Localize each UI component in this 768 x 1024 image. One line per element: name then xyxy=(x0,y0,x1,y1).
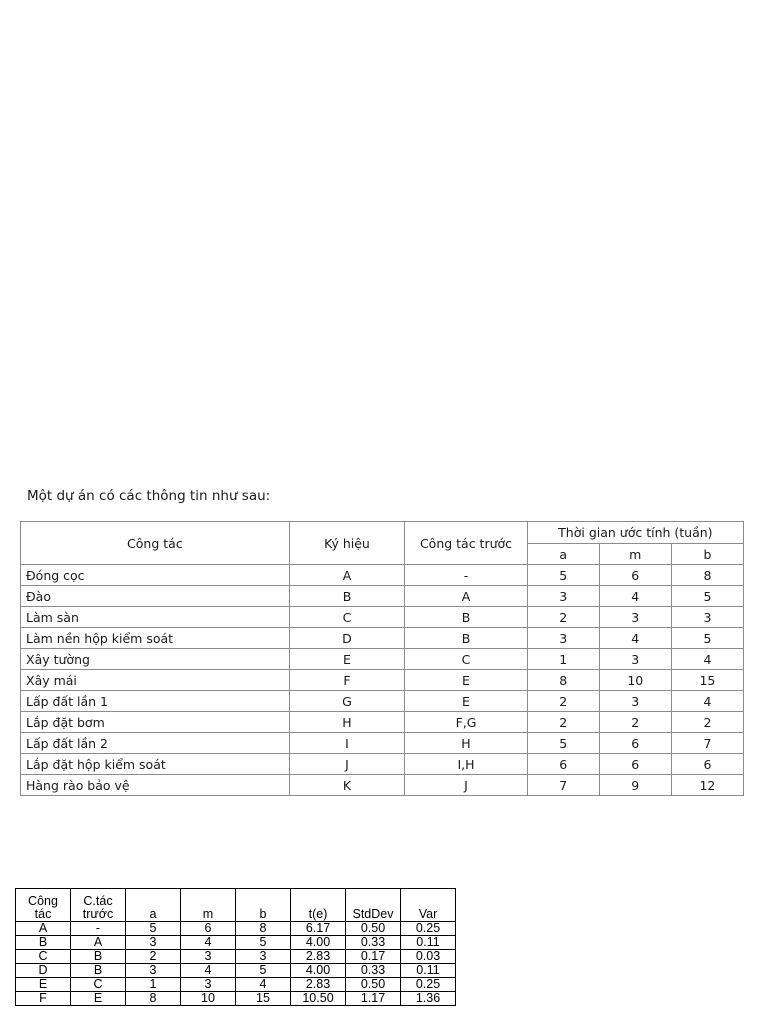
cell-task-name: Làm sàn xyxy=(21,607,290,628)
header-a: a xyxy=(527,544,599,565)
cell-a: 1 xyxy=(527,649,599,670)
cell-symbol: E xyxy=(289,649,405,670)
table-row xyxy=(16,936,456,950)
header-a: a xyxy=(126,889,181,922)
cell-var: 0.11 xyxy=(401,936,456,950)
table-row xyxy=(16,964,456,978)
cell-symbol: K xyxy=(289,775,405,796)
cell-m: 6 xyxy=(181,922,236,936)
cell-predecessor: J xyxy=(405,775,527,796)
cell-task-name: Xây tường xyxy=(21,649,290,670)
cell-stddev: 1.17 xyxy=(346,992,401,1006)
cell-a: 2 xyxy=(527,607,599,628)
cell-a: 7 xyxy=(527,775,599,796)
cell-predecessor: B xyxy=(405,628,527,649)
cell-m: 9 xyxy=(599,775,671,796)
cell-task-name: Lấp đất lần 2 xyxy=(21,733,290,754)
header-b: b xyxy=(671,544,743,565)
cell-a: 5 xyxy=(527,733,599,754)
cell-predecessor: E xyxy=(405,691,527,712)
cell-predecessor: B xyxy=(71,950,126,964)
cell-task: F xyxy=(16,992,71,1006)
cell-b: 7 xyxy=(671,733,743,754)
cell-predecessor: - xyxy=(405,565,527,586)
cell-task: D xyxy=(16,964,71,978)
cell-b: 3 xyxy=(236,950,291,964)
cell-stddev: 0.17 xyxy=(346,950,401,964)
intro-text: Một dự án có các thông tin như sau: xyxy=(27,488,271,504)
table-row xyxy=(21,649,744,670)
cell-te: 2.83 xyxy=(291,950,346,964)
cell-symbol: G xyxy=(289,691,405,712)
cell-b: 15 xyxy=(236,992,291,1006)
cell-te: 4.00 xyxy=(291,936,346,950)
cell-predecessor: C xyxy=(71,978,126,992)
cell-var: 0.03 xyxy=(401,950,456,964)
cell-var: 0.11 xyxy=(401,964,456,978)
table-row xyxy=(21,691,744,712)
pert-calculation-table xyxy=(15,888,456,1006)
cell-b: 8 xyxy=(236,922,291,936)
cell-predecessor: F,G xyxy=(405,712,527,733)
cell-predecessor: - xyxy=(71,922,126,936)
cell-symbol: F xyxy=(289,670,405,691)
header-task-name: Công tác xyxy=(21,522,290,565)
cell-task-name: Lắp đặt hộp kiểm soát xyxy=(21,754,290,775)
cell-m: 3 xyxy=(599,649,671,670)
cell-m: 6 xyxy=(599,754,671,775)
cell-predecessor: I,H xyxy=(405,754,527,775)
cell-b: 12 xyxy=(671,775,743,796)
cell-stddev: 0.50 xyxy=(346,922,401,936)
table-row xyxy=(21,628,744,649)
cell-a: 5 xyxy=(527,565,599,586)
cell-task-name: Lắp đặt bơm xyxy=(21,712,290,733)
cell-a: 3 xyxy=(126,964,181,978)
header-pre-line2: trước xyxy=(82,907,114,921)
cell-b: 8 xyxy=(671,565,743,586)
cell-a: 8 xyxy=(527,670,599,691)
header-task-line2: tác xyxy=(34,907,52,921)
table-header-row xyxy=(16,889,456,922)
cell-m: 4 xyxy=(181,964,236,978)
table-header-row xyxy=(21,522,744,544)
cell-m: 10 xyxy=(181,992,236,1006)
table-row xyxy=(16,992,456,1006)
cell-m: 4 xyxy=(599,628,671,649)
cell-b: 5 xyxy=(671,628,743,649)
table-row xyxy=(16,950,456,964)
cell-task-name: Xây mái xyxy=(21,670,290,691)
cell-symbol: C xyxy=(289,607,405,628)
cell-a: 2 xyxy=(527,691,599,712)
table-row xyxy=(21,670,744,691)
cell-b: 4 xyxy=(671,649,743,670)
cell-predecessor: H xyxy=(405,733,527,754)
cell-b: 5 xyxy=(236,936,291,950)
cell-symbol: I xyxy=(289,733,405,754)
header-m: m xyxy=(599,544,671,565)
table-row xyxy=(21,565,744,586)
header-m: m xyxy=(181,889,236,922)
header-pre-line1: C.tác xyxy=(83,894,113,908)
cell-task-name: Lấp đất lần 1 xyxy=(21,691,290,712)
cell-m: 3 xyxy=(181,978,236,992)
cell-task-name: Đào xyxy=(21,586,290,607)
header-te: t(e) xyxy=(291,889,346,922)
cell-symbol: D xyxy=(289,628,405,649)
cell-b: 5 xyxy=(236,964,291,978)
table-row xyxy=(21,733,744,754)
cell-a: 8 xyxy=(126,992,181,1006)
cell-te: 10.50 xyxy=(291,992,346,1006)
cell-m: 6 xyxy=(599,733,671,754)
cell-m: 4 xyxy=(599,586,671,607)
cell-m: 3 xyxy=(599,691,671,712)
header-predecessor xyxy=(71,889,126,922)
cell-m: 2 xyxy=(599,712,671,733)
cell-predecessor: E xyxy=(71,992,126,1006)
cell-symbol: H xyxy=(289,712,405,733)
cell-predecessor: A xyxy=(405,586,527,607)
header-time-estimate: Thời gian ước tính (tuần) xyxy=(527,522,743,544)
cell-task: E xyxy=(16,978,71,992)
cell-b: 15 xyxy=(671,670,743,691)
cell-b: 4 xyxy=(671,691,743,712)
cell-a: 6 xyxy=(527,754,599,775)
cell-m: 6 xyxy=(599,565,671,586)
table-row xyxy=(16,978,456,992)
cell-te: 2.83 xyxy=(291,978,346,992)
cell-predecessor: A xyxy=(71,936,126,950)
cell-stddev: 0.50 xyxy=(346,978,401,992)
table-row xyxy=(16,922,456,936)
table-row xyxy=(21,712,744,733)
cell-a: 3 xyxy=(126,936,181,950)
table-row xyxy=(21,775,744,796)
cell-m: 3 xyxy=(599,607,671,628)
cell-a: 2 xyxy=(126,950,181,964)
table-row xyxy=(21,586,744,607)
cell-a: 5 xyxy=(126,922,181,936)
cell-symbol: J xyxy=(289,754,405,775)
activity-table xyxy=(20,521,744,796)
cell-stddev: 0.33 xyxy=(346,964,401,978)
cell-stddev: 0.33 xyxy=(346,936,401,950)
cell-task-name: Đóng cọc xyxy=(21,565,290,586)
cell-var: 1.36 xyxy=(401,992,456,1006)
cell-b: 5 xyxy=(671,586,743,607)
cell-var: 0.25 xyxy=(401,922,456,936)
header-b: b xyxy=(236,889,291,922)
cell-a: 2 xyxy=(527,712,599,733)
cell-m: 3 xyxy=(181,950,236,964)
cell-var: 0.25 xyxy=(401,978,456,992)
cell-task-name: Hàng rào bảo vệ xyxy=(21,775,290,796)
header-task xyxy=(16,889,71,922)
cell-te: 4.00 xyxy=(291,964,346,978)
header-predecessor: Công tác trước xyxy=(405,522,527,565)
cell-a: 3 xyxy=(527,628,599,649)
cell-task: C xyxy=(16,950,71,964)
cell-task: A xyxy=(16,922,71,936)
cell-predecessor: C xyxy=(405,649,527,670)
cell-predecessor: E xyxy=(405,670,527,691)
cell-a: 1 xyxy=(126,978,181,992)
cell-b: 3 xyxy=(671,607,743,628)
cell-symbol: A xyxy=(289,565,405,586)
cell-b: 2 xyxy=(671,712,743,733)
header-symbol: Ký hiệu xyxy=(289,522,405,565)
cell-predecessor: B xyxy=(405,607,527,628)
cell-predecessor: B xyxy=(71,964,126,978)
cell-task-name: Làm nền hộp kiểm soát xyxy=(21,628,290,649)
header-var: Var xyxy=(401,889,456,922)
cell-b: 4 xyxy=(236,978,291,992)
cell-task: B xyxy=(16,936,71,950)
header-task-line1: Công xyxy=(28,894,58,908)
cell-symbol: B xyxy=(289,586,405,607)
table-row xyxy=(21,754,744,775)
header-stddev: StdDev xyxy=(346,889,401,922)
cell-te: 6.17 xyxy=(291,922,346,936)
cell-b: 6 xyxy=(671,754,743,775)
cell-a: 3 xyxy=(527,586,599,607)
table-row xyxy=(21,607,744,628)
cell-m: 4 xyxy=(181,936,236,950)
cell-m: 10 xyxy=(599,670,671,691)
